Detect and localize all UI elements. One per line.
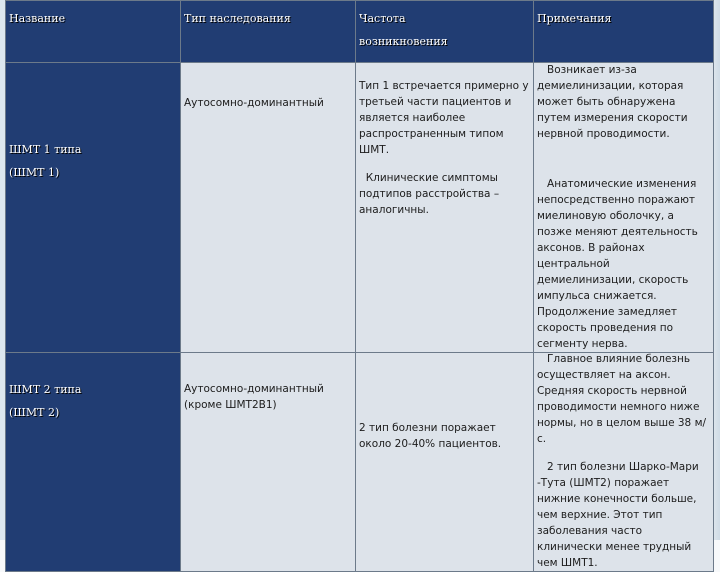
- notes-cell: [534, 353, 714, 572]
- frequency-text: Тип 1 встречается примерно у третьей части пациентов и является наиболее распространенным типом ШМТ.: [359, 80, 529, 156]
- frequency-text: 2 тип болезни поражает около 20-40% пациентов.: [359, 422, 502, 450]
- row-name-abbr: (ШМТ 1): [9, 166, 60, 179]
- row-name-abbr: (ШМТ 2): [9, 406, 60, 419]
- notes-text-1: Главное влияние болезнь осуществляет на аксон. Средняя скорость нервной проводимости немного ниже нормы, но в целом выше 38 м/с.: [537, 353, 707, 445]
- notes-text-2: 2 тип болезни Шарко-Мари -Тута (ШМТ2) поражает нижние конечности больше, чем верхние. Этот тип заболевания часто клинически менее трудный чем ШМТ1.: [537, 461, 703, 569]
- frequency-cell: [356, 353, 534, 572]
- table-header-row: [6, 1, 714, 63]
- inheritance-cell: [181, 63, 356, 353]
- row-name: ШМТ 2 типа: [9, 383, 82, 396]
- cmt-types-table: [5, 0, 714, 572]
- notes-text-2: Анатомические изменения непосредственно поражают миелиновую оболочку, а позже меняют деятельность аксонов. В районах центральной демиелинизации, скорость импульса снижается. Продолжение замедляет скорость проведения по сегменту нерва.: [537, 178, 702, 350]
- header-frequency-line1: Частота: [359, 12, 406, 25]
- header-frequency-line2: возникновения: [359, 35, 448, 48]
- header-notes: Примечания: [534, 1, 714, 63]
- row-name: ШМТ 1 типа: [9, 143, 82, 156]
- table-row: [6, 353, 714, 572]
- inheritance-cell: [181, 353, 356, 572]
- frequency-cell: [356, 63, 534, 353]
- notes-text-1: Возникает из-за демиелинизации, которая может быть обнаружена путем измерения скорости нервной проводимости.: [537, 64, 691, 140]
- frequency-note: Клинические симптомы подтипов расстройства – аналогичны.: [359, 172, 503, 216]
- notes-cell: [534, 63, 714, 353]
- header-name: Название: [6, 1, 181, 63]
- header-inheritance: Тип наследования: [181, 1, 356, 63]
- inheritance-text: Аутосомно-доминантный: [184, 97, 324, 109]
- header-frequency: [356, 1, 534, 63]
- row-name-cell: [6, 63, 181, 353]
- row-name-cell: [6, 353, 181, 572]
- table-row: [6, 63, 714, 353]
- inheritance-text: Аутосомно-доминантный (кроме ШМТ2В1): [184, 383, 324, 411]
